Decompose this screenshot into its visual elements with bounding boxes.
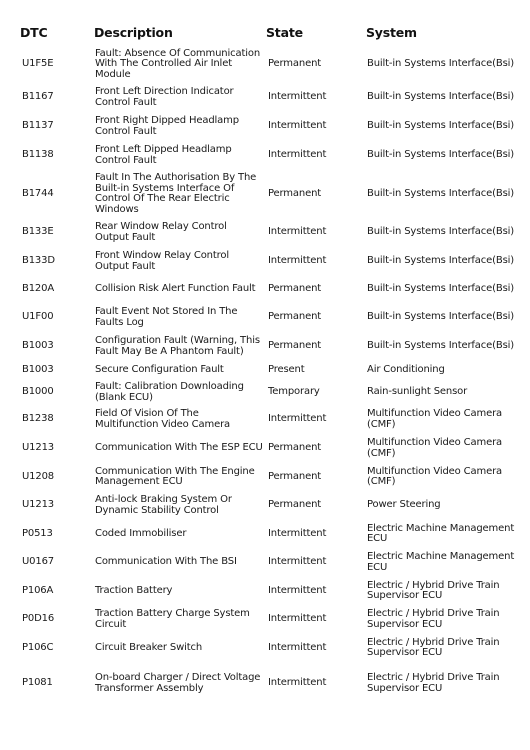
table-row [0, 577, 530, 605]
row-system-cell [367, 332, 527, 361]
row-system-cell [367, 276, 527, 303]
row-state: Permanent [268, 340, 322, 352]
row-dtc-cell [22, 634, 90, 662]
row-dtc: P1081 [22, 677, 53, 689]
row-system: Built-in Systems Interface(Bsi) [367, 120, 515, 132]
row-state: Permanent [268, 311, 322, 323]
row-dtc-cell [22, 83, 90, 112]
row-description-cell [95, 247, 263, 276]
row-state-cell [268, 380, 362, 405]
row-description-cell [95, 276, 263, 303]
table-row [0, 141, 530, 170]
row-system: Electric Machine Management ECU [367, 551, 515, 573]
row-dtc: B1137 [22, 120, 54, 132]
row-dtc-cell [22, 112, 90, 141]
row-description-cell [95, 434, 263, 463]
row-description: Fault: Absence Of Communication With The Controlled Air Inlet Module [95, 47, 261, 80]
table-row [0, 434, 530, 463]
row-dtc: B1167 [22, 91, 54, 103]
row-dtc-cell [22, 548, 90, 577]
row-description: On-board Charger / Direct Voltage Transformer Assembly [95, 672, 261, 694]
row-dtc-cell [22, 361, 90, 380]
row-system-cell [367, 83, 527, 112]
row-dtc-cell [22, 605, 90, 634]
row-state: Permanent [268, 283, 322, 295]
row-state: Temporary [268, 386, 320, 398]
row-dtc: B133E [22, 226, 54, 238]
row-dtc-cell [22, 46, 90, 83]
table-row [0, 361, 530, 380]
row-dtc-cell [22, 170, 90, 218]
row-state: Intermittent [268, 255, 327, 267]
row-state: Intermittent [268, 413, 327, 425]
table-row [0, 662, 530, 705]
row-dtc-cell [22, 380, 90, 405]
row-state-cell [268, 634, 362, 662]
table-row [0, 520, 530, 548]
table-row [0, 112, 530, 141]
row-description-cell [95, 548, 263, 577]
row-description: Traction Battery [95, 584, 173, 596]
row-dtc: U1213 [22, 499, 55, 511]
row-dtc-cell [22, 491, 90, 520]
row-state-cell [268, 170, 362, 218]
row-state-cell [268, 520, 362, 548]
row-state: Permanent [268, 58, 322, 70]
row-dtc-cell [22, 463, 90, 491]
dtc-table [0, 46, 530, 705]
row-system: Electric / Hybrid Drive Train Supervisor ECU [367, 608, 500, 630]
row-dtc: B1138 [22, 149, 54, 161]
row-description: Fault In The Authorisation By The Built-in Systems Interface Of Control Of The Rear Electric Windows [95, 172, 257, 215]
row-description: Front Right Dipped Headlamp Control Fault [95, 115, 239, 137]
row-dtc: B120A [22, 283, 55, 295]
row-description-cell [95, 83, 263, 112]
row-state: Intermittent [268, 91, 327, 103]
row-state-cell [268, 46, 362, 83]
row-state-cell [268, 548, 362, 577]
row-description-cell [95, 112, 263, 141]
row-state: Intermittent [268, 677, 327, 689]
row-dtc: P0D16 [22, 613, 55, 625]
row-description: Secure Configuration Fault [95, 364, 224, 376]
row-system: Built-in Systems Interface(Bsi) [367, 226, 515, 238]
row-state-cell [268, 577, 362, 605]
table-row [0, 548, 530, 577]
row-description: Communication With The ESP ECU [95, 442, 263, 454]
row-state-cell [268, 303, 362, 332]
row-dtc: B133D [22, 255, 55, 267]
row-state-cell [268, 276, 362, 303]
row-system-cell [367, 634, 527, 662]
header-system: System [366, 25, 417, 40]
row-description-cell [95, 303, 263, 332]
row-state: Intermittent [268, 120, 327, 132]
row-description: Field Of Vision Of The Multifunction Video Camera [95, 408, 231, 430]
row-system-cell [367, 218, 527, 247]
row-dtc-cell [22, 276, 90, 303]
row-description: Communication With The Engine Management ECU [95, 465, 255, 487]
row-system-cell [367, 170, 527, 218]
row-description-cell [95, 605, 263, 634]
table-row [0, 218, 530, 247]
row-system-cell [367, 577, 527, 605]
row-state-cell [268, 247, 362, 276]
row-state: Permanent [268, 470, 322, 482]
row-system-cell [367, 247, 527, 276]
row-dtc: B1000 [22, 386, 54, 398]
row-state: Intermittent [268, 584, 327, 596]
row-dtc-cell [22, 141, 90, 170]
row-description: Coded Immobiliser [95, 527, 187, 539]
row-system-cell [367, 434, 527, 463]
table-row [0, 170, 530, 218]
table-row [0, 405, 530, 434]
row-system-cell [367, 548, 527, 577]
row-state: Intermittent [268, 527, 327, 539]
row-description-cell [95, 46, 263, 83]
row-description: Communication With The BSI [95, 556, 237, 568]
row-description-cell [95, 662, 263, 705]
row-system: Built-in Systems Interface(Bsi) [367, 340, 515, 352]
row-dtc-cell [22, 577, 90, 605]
row-system-cell [367, 361, 527, 380]
row-dtc-cell [22, 303, 90, 332]
row-system-cell [367, 405, 527, 434]
row-state-cell [268, 83, 362, 112]
row-dtc: B1003 [22, 364, 54, 376]
row-system: Multifunction Video Camera (CMF) [367, 437, 503, 459]
row-description: Rear Window Relay Control Output Fault [95, 221, 227, 243]
row-system: Rain-sunlight Sensor [367, 386, 468, 398]
row-description-cell [95, 361, 263, 380]
row-dtc-cell [22, 405, 90, 434]
row-dtc: B1238 [22, 413, 54, 425]
row-state-cell [268, 141, 362, 170]
row-description-cell [95, 577, 263, 605]
row-state: Present [268, 364, 305, 376]
row-description: Circuit Breaker Switch [95, 641, 203, 653]
header-description: Description [94, 25, 173, 40]
row-state-cell [268, 332, 362, 361]
row-dtc: U1F00 [22, 311, 54, 323]
table-row [0, 491, 530, 520]
row-dtc: B1744 [22, 187, 54, 199]
table-row [0, 605, 530, 634]
row-state: Intermittent [268, 149, 327, 161]
row-state-cell [268, 662, 362, 705]
table-row [0, 634, 530, 662]
row-dtc-cell [22, 247, 90, 276]
row-dtc: P0513 [22, 527, 53, 539]
row-state: Permanent [268, 187, 322, 199]
row-dtc-cell [22, 218, 90, 247]
row-description: Fault: Calibration Downloading (Blank ECU) [95, 381, 244, 403]
row-system: Electric / Hybrid Drive Train Supervisor ECU [367, 579, 500, 601]
row-system-cell [367, 380, 527, 405]
row-description: Traction Battery Charge System Circuit [95, 608, 250, 630]
table-row [0, 303, 530, 332]
row-system: Built-in Systems Interface(Bsi) [367, 149, 515, 161]
row-description-cell [95, 141, 263, 170]
row-system: Electric / Hybrid Drive Train Supervisor ECU [367, 672, 500, 694]
row-system-cell [367, 662, 527, 705]
row-state-cell [268, 463, 362, 491]
row-description-cell [95, 380, 263, 405]
table-row [0, 463, 530, 491]
header-state: State [266, 25, 303, 40]
row-description-cell [95, 405, 263, 434]
row-system-cell [367, 141, 527, 170]
row-dtc: P106A [22, 584, 54, 596]
row-description-cell [95, 463, 263, 491]
row-description-cell [95, 520, 263, 548]
row-system: Built-in Systems Interface(Bsi) [367, 283, 515, 295]
row-system: Air Conditioning [367, 364, 445, 376]
row-description: Front Window Relay Control Output Fault [95, 250, 229, 272]
row-dtc-cell [22, 662, 90, 705]
row-state: Intermittent [268, 613, 327, 625]
table-row [0, 380, 530, 405]
row-system: Built-in Systems Interface(Bsi) [367, 58, 515, 70]
row-description-cell [95, 170, 263, 218]
row-state-cell [268, 405, 362, 434]
row-dtc-cell [22, 434, 90, 463]
row-description: Anti-lock Braking System Or Dynamic Stability Control [95, 494, 232, 516]
table-row [0, 332, 530, 361]
row-state-cell [268, 361, 362, 380]
table-row [0, 276, 530, 303]
row-system-cell [367, 303, 527, 332]
header-dtc: DTC [20, 25, 48, 40]
row-system: Built-in Systems Interface(Bsi) [367, 255, 515, 267]
row-system: Multifunction Video Camera (CMF) [367, 408, 503, 430]
row-description: Front Left Direction Indicator Control Fault [95, 86, 234, 108]
row-system-cell [367, 520, 527, 548]
row-dtc: P106C [22, 641, 54, 653]
row-dtc: B1003 [22, 340, 54, 352]
row-description: Fault Event Not Stored In The Faults Log [95, 306, 238, 328]
row-state: Permanent [268, 442, 322, 454]
row-dtc: U1213 [22, 442, 55, 454]
row-system: Electric / Hybrid Drive Train Supervisor ECU [367, 636, 500, 658]
row-system-cell [367, 491, 527, 520]
table-row [0, 247, 530, 276]
row-system: Built-in Systems Interface(Bsi) [367, 91, 515, 103]
row-dtc: U1F5E [22, 58, 54, 70]
row-system: Multifunction Video Camera (CMF) [367, 465, 503, 487]
row-state: Intermittent [268, 556, 327, 568]
row-system-cell [367, 46, 527, 83]
row-dtc: U0167 [22, 556, 55, 568]
row-system-cell [367, 112, 527, 141]
row-state: Permanent [268, 499, 322, 511]
table-row [0, 46, 530, 83]
row-description-cell [95, 332, 263, 361]
row-state-cell [268, 112, 362, 141]
row-dtc-cell [22, 520, 90, 548]
row-system: Built-in Systems Interface(Bsi) [367, 187, 515, 199]
table-row [0, 83, 530, 112]
row-description: Front Left Dipped Headlamp Control Fault [95, 144, 232, 166]
row-description-cell [95, 634, 263, 662]
row-state: Intermittent [268, 226, 327, 238]
row-system: Built-in Systems Interface(Bsi) [367, 311, 515, 323]
row-system: Power Steering [367, 499, 441, 511]
row-description: Configuration Fault (Warning, This Fault May Be A Phantom Fault) [95, 335, 260, 357]
row-state-cell [268, 605, 362, 634]
row-description-cell [95, 491, 263, 520]
row-dtc-cell [22, 332, 90, 361]
row-system-cell [367, 463, 527, 491]
row-state: Intermittent [268, 641, 327, 653]
row-system: Electric Machine Management ECU [367, 522, 515, 544]
row-state-cell [268, 491, 362, 520]
row-system-cell [367, 605, 527, 634]
row-description: Collision Risk Alert Function Fault [95, 283, 256, 295]
row-dtc: U1208 [22, 470, 55, 482]
row-description-cell [95, 218, 263, 247]
row-state-cell [268, 434, 362, 463]
row-state-cell [268, 218, 362, 247]
